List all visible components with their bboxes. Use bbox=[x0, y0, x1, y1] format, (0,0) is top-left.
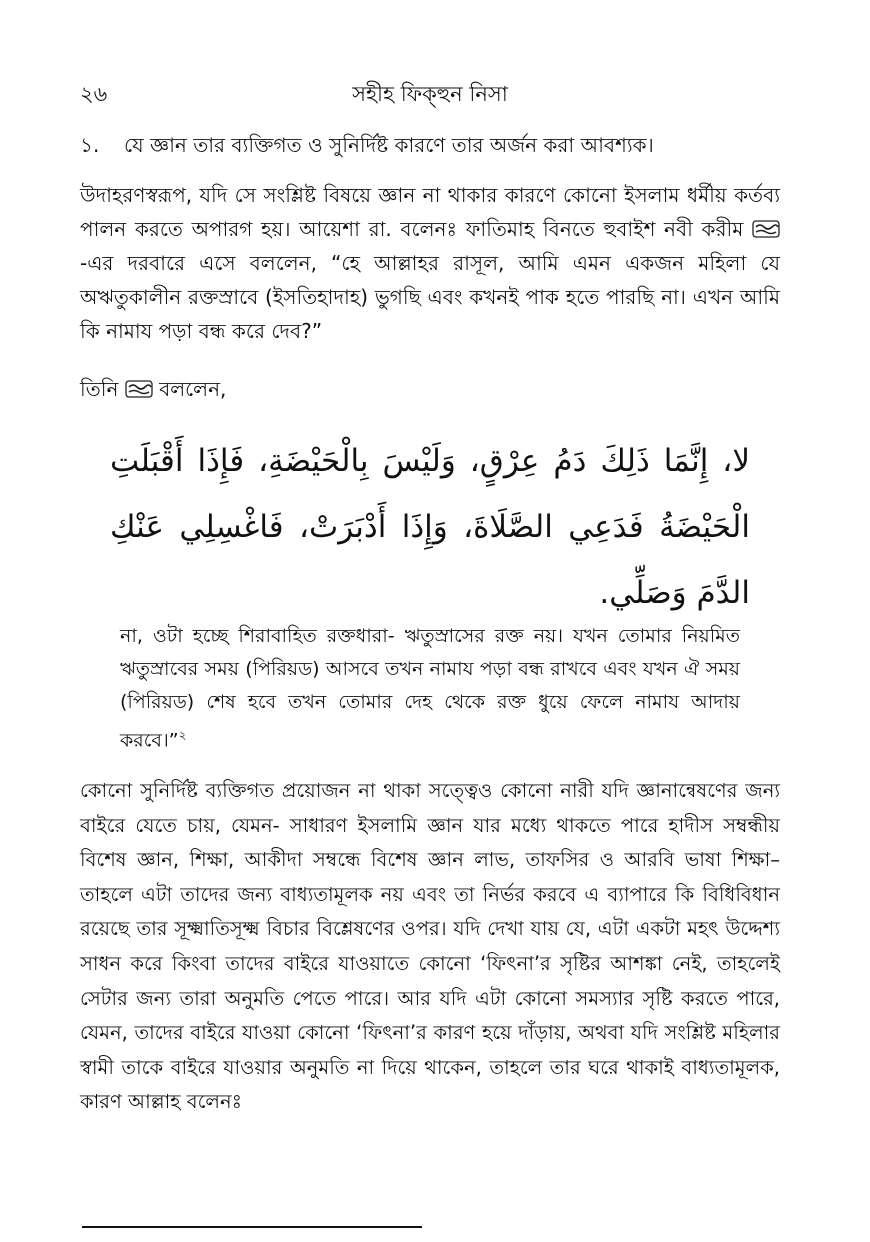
hadith-translation bbox=[120, 620, 740, 757]
paragraph-text: উদাহরণস্বরূপ, যদি সে সংশ্লিষ্ট বিষয়ে জ্ঞান না থাকার কারণে কোনো ইসলাম ধর্মীয় কর্তব্য পালন করতে অপারগ হয়। আয়েশা রা. বলেনঃ ফাতিমাহ বিনতে হুবাইশ নবী করীম bbox=[80, 183, 780, 241]
paragraph-he-said bbox=[80, 372, 780, 406]
numbered-item bbox=[80, 128, 800, 162]
page-number: ২৬ bbox=[80, 82, 108, 106]
item-number: ১. bbox=[80, 133, 100, 157]
salawat-icon bbox=[125, 379, 153, 399]
paragraph-hadith-intro bbox=[80, 178, 780, 348]
page-header bbox=[80, 78, 780, 112]
paragraph-seeking-knowledge: কোনো সুনির্দিষ্ট ব্যক্তিগত প্রয়োজন না থাকা সত্ত্বেও কোনো নারী যদি জ্ঞানান্বেষণের জন্য বাইরে যেতে চায়, যেমন- সাধারণ ইসলামি জ্ঞান যার মধ্যে থাকতে পারে হাদীস সম্বন্ধীয় বিশেষ জ্ঞান, শিক্ষা, আকীদা সম্বন্ধে বিশেষ জ্ঞান লাভ, তাফসির ও আরবি ভাষা শিক্ষা– তাহলে এটা তাদের জন্য বাধ্যতামূলক নয় এবং তা নির্ভর করবে এ ব্যাপারে কি বিধিবিধান রয়েছে তার সূক্ষ্মাতিসূক্ষ্ম বিচার বিশ্লেষণের ওপর। যদি দেখা যায় যে, এটা একটা মহৎ উদ্দেশ্য সাধন করে কিংবা তাদের বাইরে যাওয়াতে কোনো ‘ফিৎনা’র সৃষ্টির আশঙ্কা নেই, তাহলেই সেটার জন্য তারা অনুমতি পেতে পারে। আর যদি এটা কোনো সমস্যার সৃষ্টি করতে পারে, যেমন, তাদের বাইরে যাওয়া কোনো ‘ফিৎনা’র কারণ হয়ে দাঁড়ায়, অথবা যদি সংশ্লিষ্ট মহিলার স্বামী তাকে বাইরে যাওয়ার অনুমতি না দিয়ে থাকেন, তাহলে তার ঘরে থাকাই বাধ্যতামূলক, কারণ আল্লাহ বলেনঃ bbox=[80, 779, 780, 1114]
paragraph-text-continued: বললেন, bbox=[152, 377, 227, 401]
paragraph-text: তিনি bbox=[80, 377, 125, 401]
running-title: সহীহ ফিক্হুন নিসা bbox=[352, 82, 508, 106]
footnote-divider bbox=[82, 1226, 422, 1228]
paragraph-text-continued: -এর দরবারে এসে বললেন, “হে আল্লাহর রাসূল, আমি এমন একজন মহিলা যে অঋতুকালীন রক্তস্রাবে (ইসতিহাদাহ) ভুগছি এবং কখনই পাক হতে পারছি না। এখন আমি কি নামায পড়া বন্ধ করে দেব?” bbox=[80, 251, 780, 343]
item-text: যে জ্ঞান তার ব্যক্তিগত ও সুনির্দিষ্ট কারণে তার অর্জন করা আবশ্যক। bbox=[124, 133, 654, 157]
arabic-hadith-text: لا، إِنَّمَا ذَلِكَ دَمُ عِرْقٍ، وَلَيْسَ بِالْحَيْضَةِ، فَإِذَا أَقْبَلَتِ الْحَيْضَةُ فَدَعِي الصَّلَاةَ، وَإِذَا أَدْبَرَتْ، فَاغْسِلِي عَنْكِ الدَّمَ وَصَلِّي. bbox=[110, 443, 750, 611]
salawat-icon bbox=[752, 219, 780, 239]
footnote-reference: ২ bbox=[178, 728, 187, 742]
translation-text: না, ওটা হচ্ছে শিরাবাহিত রক্তধারা- ঋতুস্রাসের রক্ত নয়। যখন তোমার নিয়মিত ঋতুস্রাবের সময় (পিরিয়ড) আসবে তখন নামায পড়া বন্ধ রাখবে এবং যখন ঐ সময় (পিরিয়ড) শেষ হবে তখন তোমার দেহ থেকে রক্ত ধুয়ে ফেলে নামায আদায় করবে।” bbox=[120, 625, 740, 752]
